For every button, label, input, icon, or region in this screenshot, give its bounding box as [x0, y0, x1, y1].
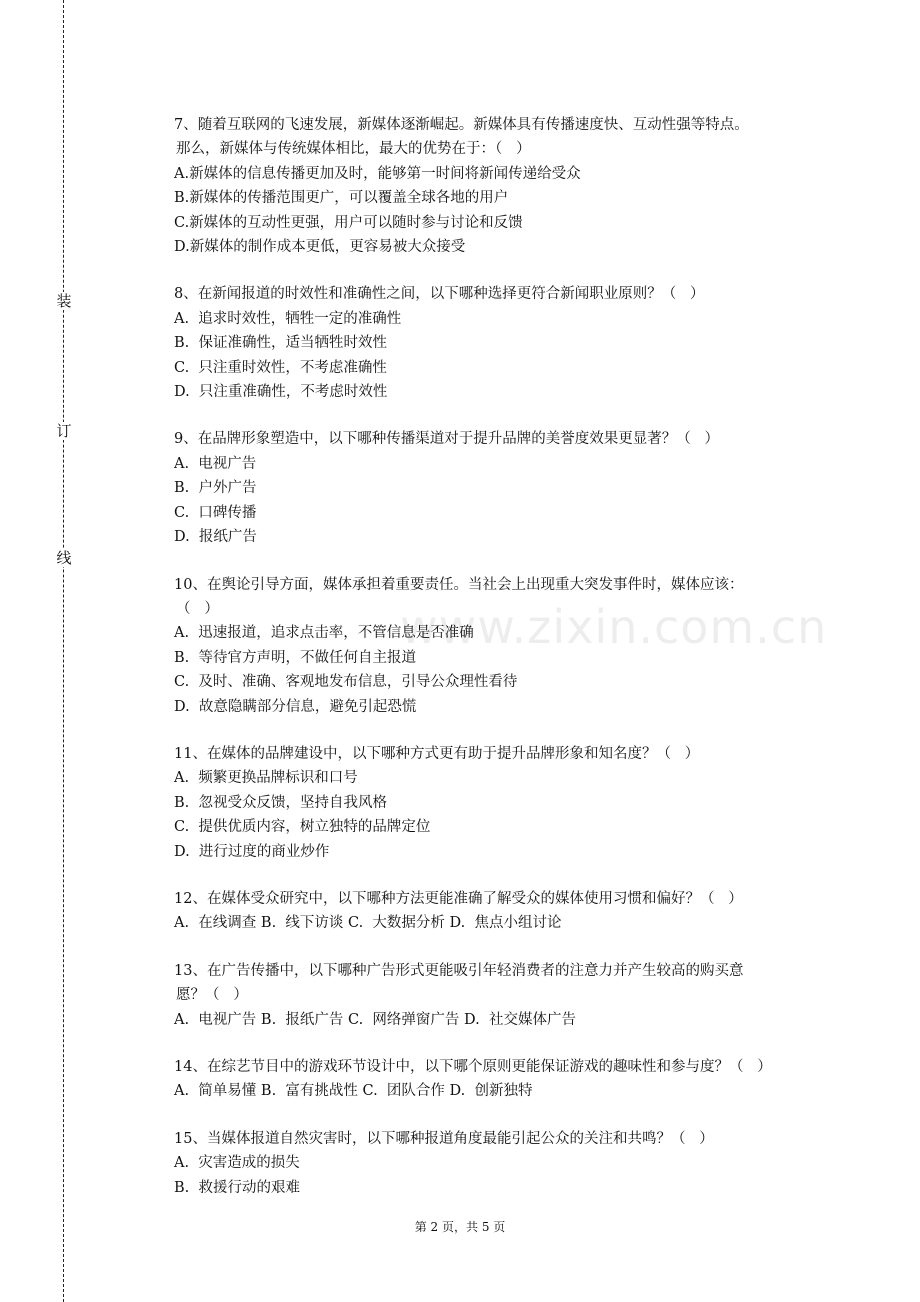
question-13 — [174, 959, 824, 1032]
question-option: D. 只注重准确性，不考虑时效性 — [174, 384, 388, 401]
question-stem: 10、在舆论引导方面，媒体承担着重要责任。当社会上出现重大突发事件时，媒体应该： — [174, 576, 744, 593]
question-option: A. 电视广告 B. 报纸广告 C. 网络弹窗广告 D. 社交媒体广告 — [174, 1011, 576, 1028]
question-option: A. 在线调查 B. 线下访谈 C. 大数据分析 D. 焦点小组讨论 — [174, 915, 562, 932]
binding-char-zhuang: 装 — [56, 292, 72, 310]
question-10 — [174, 573, 824, 719]
question-option: A. 迅速报道，追求点击率，不管信息是否准确 — [174, 625, 474, 642]
question-option: A. 频繁更换品牌标识和口号 — [174, 770, 358, 787]
question-option: B. 等待官方声明，不做任何自主报道 — [174, 649, 416, 666]
question-stem: 那么，新媒体与传统媒体相比，最大的优势在于：（ ） — [176, 141, 531, 158]
question-stem: 9、在品牌形象塑造中，以下哪种传播渠道对于提升品牌的美誉度效果更显著？（ ） — [174, 431, 720, 448]
question-list — [174, 113, 824, 1223]
question-option: A.新媒体的信息传播更加及时，能够第一时间将新闻传递给受众 — [174, 165, 581, 182]
question-stem: 愿？（ ） — [176, 987, 248, 1004]
question-option: D. 进行过度的商业炒作 — [174, 843, 330, 860]
question-option: D. 报纸广告 — [174, 529, 257, 546]
page-footer: 第 2 页，共 5 页 — [414, 1220, 506, 1234]
question-9 — [174, 427, 824, 549]
question-11 — [174, 742, 824, 864]
question-7 — [174, 113, 824, 259]
question-option: B. 户外广告 — [174, 480, 257, 497]
question-option: A. 灾害造成的损失 — [174, 1155, 300, 1172]
question-8 — [174, 282, 824, 404]
question-15 — [174, 1127, 824, 1200]
binding-dashed-line — [63, 0, 64, 1302]
question-stem: 15、当媒体报道自然灾害时，以下哪种报道角度最能引起公众的关注和共鸣？（ ） — [174, 1130, 714, 1147]
question-option: D. 故意隐瞒部分信息，避免引起恐慌 — [174, 698, 417, 715]
question-option: A. 简单易懂 B. 富有挑战性 C. 团队合作 D. 创新独特 — [174, 1083, 533, 1100]
question-option: C. 只注重时效性，不考虑准确性 — [174, 359, 387, 376]
question-option: A. 电视广告 — [174, 455, 257, 472]
question-stem: 11、在媒体的品牌建设中，以下哪种方式更有助于提升品牌形象和知名度？（ ） — [174, 745, 700, 762]
question-option: C. 及时、准确、客观地发布信息，引导公众理性看待 — [174, 674, 518, 691]
binding-char-xian: 线 — [56, 549, 72, 567]
question-option: C. 提供优质内容，树立独特的品牌定位 — [174, 819, 431, 836]
question-option: C. 口碑传播 — [174, 504, 257, 521]
question-stem: 7、随着互联网的飞速发展，新媒体逐渐崛起。新媒体具有传播速度快、互动性强等特点。 — [174, 117, 749, 133]
question-stem: （ ） — [176, 600, 219, 617]
question-stem: 13、在广告传播中，以下哪种广告形式更能吸引年轻消费者的注意力并产生较高的购买意 — [174, 962, 744, 979]
question-stem: 14、在综艺节目中的游戏环节设计中，以下哪个原则更能保证游戏的趣味性和参与度？（ ） — [174, 1059, 772, 1075]
question-12 — [174, 887, 824, 936]
question-stem: 12、在媒体受众研究中，以下哪种方法更能准确了解受众的媒体使用习惯和偏好？（ ） — [174, 890, 743, 907]
question-option: C.新媒体的互动性更强，用户可以随时参与讨论和反馈 — [174, 214, 523, 231]
question-option: B.新媒体的传播范围更广，可以覆盖全球各地的用户 — [174, 190, 509, 207]
question-option: B. 保证准确性，适当牺牲时效性 — [174, 335, 387, 352]
question-option: B. 忽视受众反馈，坚持自我风格 — [174, 794, 387, 811]
question-14 — [174, 1055, 824, 1104]
watermark: www.zixin.com.cn — [400, 600, 828, 654]
question-stem: 8、在新闻报道的时效性和准确性之间，以下哪种选择更符合新闻职业原则？（ ） — [174, 286, 705, 303]
question-option: B. 救援行动的艰难 — [174, 1179, 300, 1196]
question-option: D.新媒体的制作成本更低，更容易被大众接受 — [174, 239, 466, 256]
question-option: A. 追求时效性，牺牲一定的准确性 — [174, 310, 402, 327]
binding-char-ding: 订 — [56, 422, 72, 440]
